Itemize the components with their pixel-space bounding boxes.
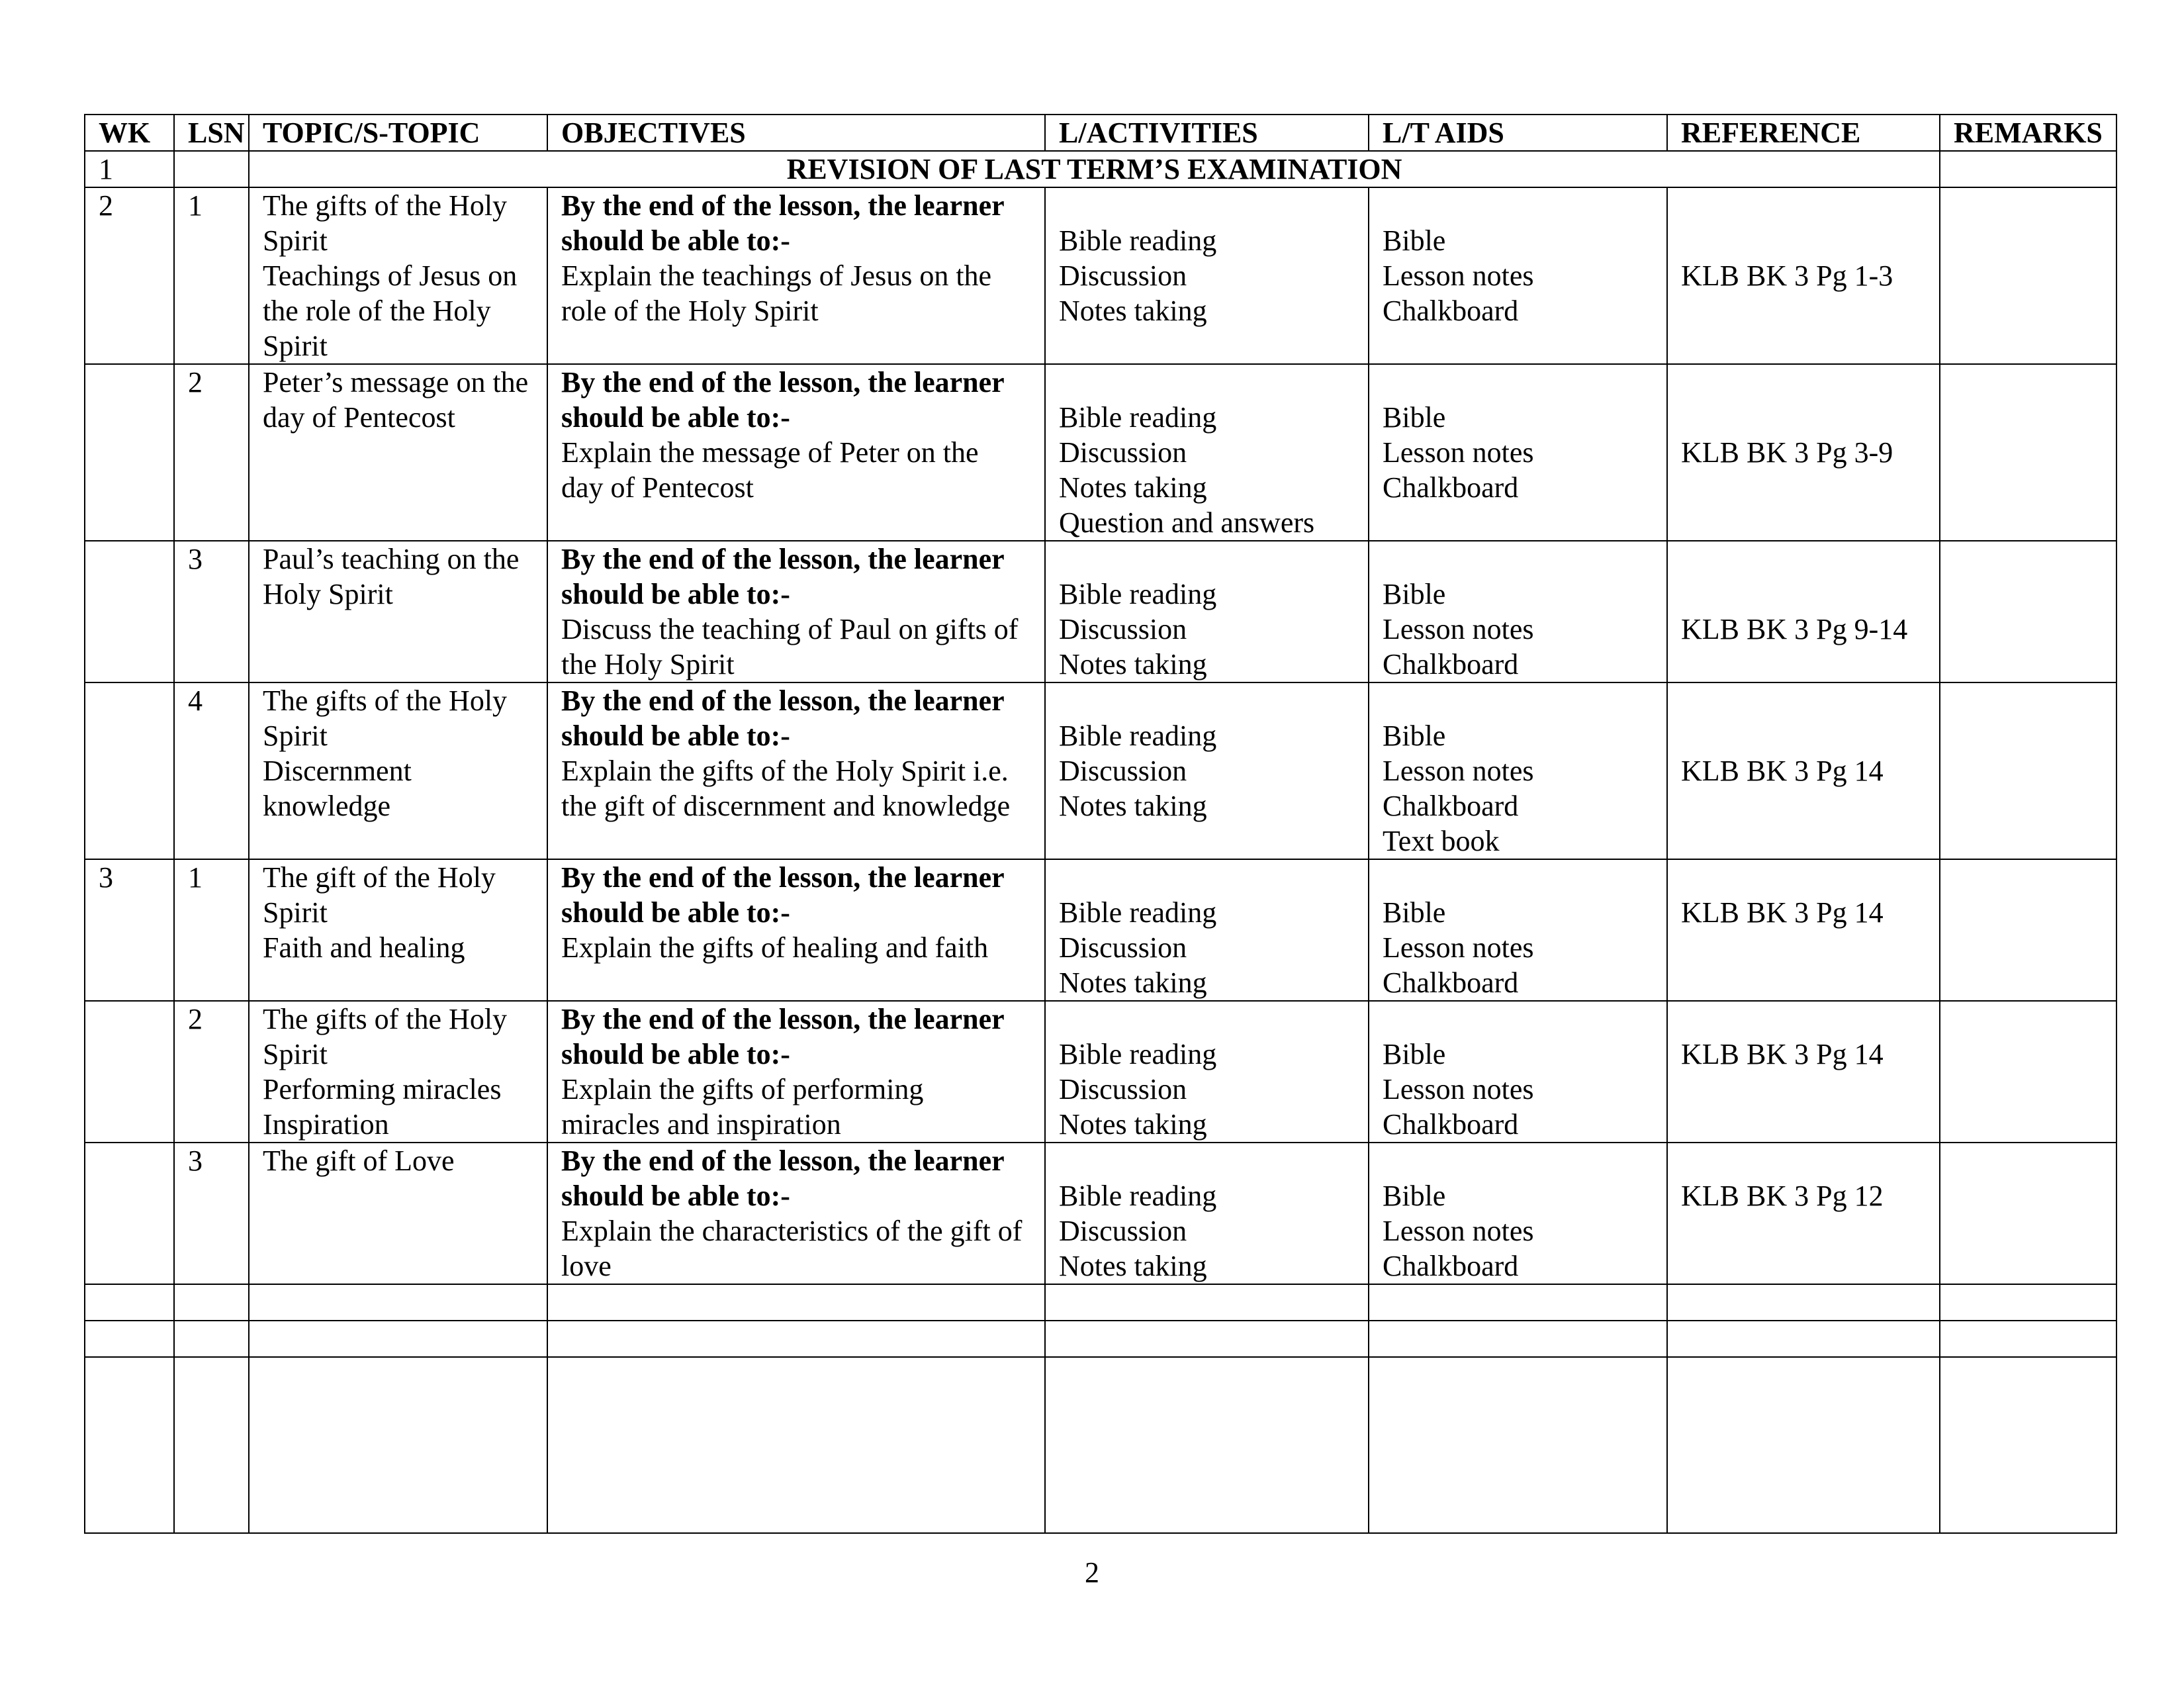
week-cell bbox=[85, 1143, 174, 1284]
activities-cell bbox=[1045, 682, 1369, 859]
aids-cell bbox=[1369, 1001, 1667, 1143]
aids-cell-line: Chalkboard bbox=[1383, 295, 1519, 327]
revision-row bbox=[85, 151, 2116, 187]
objective-heading: should be able to:- bbox=[561, 1038, 790, 1070]
header-topic: TOPIC/S-TOPIC bbox=[249, 115, 547, 151]
topic-cell-line: The gift of the Holy bbox=[263, 861, 496, 894]
remarks-cell bbox=[1940, 364, 2116, 541]
topic-cell-line: The gifts of the Holy bbox=[263, 684, 508, 717]
lesson-row bbox=[85, 1143, 2116, 1284]
objectives-cell bbox=[547, 187, 1045, 364]
objective-line: the Holy Spirit bbox=[561, 648, 735, 680]
activities-cell-line: Notes taking bbox=[1059, 790, 1207, 822]
blank-row bbox=[85, 1321, 2116, 1357]
blank-cell bbox=[1369, 1284, 1667, 1321]
lesson-row bbox=[85, 541, 2116, 682]
revision-wk: 1 bbox=[85, 151, 174, 187]
topic-cell bbox=[249, 682, 547, 859]
activities-cell bbox=[1045, 1001, 1369, 1143]
reference-cell bbox=[1667, 364, 1940, 541]
blank-cell bbox=[1940, 1357, 2116, 1533]
blank-cell bbox=[85, 1321, 174, 1357]
remarks-cell bbox=[1940, 859, 2116, 1001]
aids-cell-line: Lesson notes bbox=[1383, 1215, 1534, 1247]
aids-cell-line: Lesson notes bbox=[1383, 613, 1534, 645]
activities-cell-line: Question and answers bbox=[1059, 506, 1315, 539]
aids-cell-line: Lesson notes bbox=[1383, 1073, 1534, 1105]
blank-cell bbox=[1045, 1284, 1369, 1321]
blank-cell bbox=[1045, 1321, 1369, 1357]
activities-cell-line: Discussion bbox=[1059, 931, 1187, 964]
aids-cell-line: Bible bbox=[1383, 224, 1446, 257]
objectives-cell bbox=[547, 541, 1045, 682]
topic-cell-line: Spirit bbox=[263, 1038, 328, 1070]
header-lsn: LSN bbox=[174, 115, 249, 151]
activities-cell-line: Bible reading bbox=[1059, 578, 1217, 610]
activities-cell-line: Discussion bbox=[1059, 259, 1187, 292]
activities-cell-line: Bible reading bbox=[1059, 401, 1217, 434]
week-cell: 3 bbox=[85, 859, 174, 1001]
topic-cell bbox=[249, 187, 547, 364]
aids-cell bbox=[1369, 682, 1667, 859]
objective-heading: should be able to:- bbox=[561, 401, 790, 434]
blank-cell bbox=[174, 1284, 249, 1321]
objective-heading: By the end of the lesson, the learner bbox=[561, 189, 1005, 222]
objective-line: the gift of discernment and knowledge bbox=[561, 790, 1011, 822]
blank-row bbox=[85, 1357, 2116, 1533]
activities-cell-line: Discussion bbox=[1059, 1073, 1187, 1105]
objective-line: role of the Holy Spirit bbox=[561, 295, 819, 327]
activities-cell-line: Notes taking bbox=[1059, 648, 1207, 680]
aids-cell-line: Chalkboard bbox=[1383, 648, 1519, 680]
aids-cell-line: Chalkboard bbox=[1383, 1108, 1519, 1141]
objective-line: miracles and inspiration bbox=[561, 1108, 841, 1141]
header-wk: WK bbox=[85, 115, 174, 151]
activities-cell-line: Bible reading bbox=[1059, 896, 1217, 929]
topic-cell-line: The gifts of the Holy bbox=[263, 189, 508, 222]
reference-cell bbox=[1667, 1001, 1940, 1143]
header-reference: REFERENCE bbox=[1667, 115, 1940, 151]
header-aids: L/T AIDS bbox=[1369, 115, 1667, 151]
reference-text: KLB BK 3 Pg 14 bbox=[1681, 896, 1884, 929]
topic-cell-line: knowledge bbox=[263, 790, 391, 822]
lesson-row bbox=[85, 682, 2116, 859]
aids-cell-line: Chalkboard bbox=[1383, 1250, 1519, 1282]
remarks-cell bbox=[1940, 1001, 2116, 1143]
objective-line: Explain the teachings of Jesus on the bbox=[561, 259, 992, 292]
reference-text: KLB BK 3 Pg 14 bbox=[1681, 755, 1884, 787]
blank-cell bbox=[1667, 1284, 1940, 1321]
aids-cell-line: Text book bbox=[1383, 825, 1500, 857]
blank-cell bbox=[547, 1357, 1045, 1533]
objective-heading: By the end of the lesson, the learner bbox=[561, 861, 1005, 894]
lesson-number-cell: 2 bbox=[174, 364, 249, 541]
reference-text: KLB BK 3 Pg 9-14 bbox=[1681, 613, 1908, 645]
aids-cell-line: Chalkboard bbox=[1383, 966, 1519, 999]
objective-heading: should be able to:- bbox=[561, 1180, 790, 1212]
blank-cell bbox=[547, 1321, 1045, 1357]
objective-heading: should be able to:- bbox=[561, 578, 790, 610]
objectives-cell bbox=[547, 859, 1045, 1001]
activities-cell-line: Bible reading bbox=[1059, 224, 1217, 257]
blank-cell bbox=[249, 1284, 547, 1321]
remarks-cell bbox=[1940, 682, 2116, 859]
lesson-row bbox=[85, 364, 2116, 541]
topic-cell bbox=[249, 1001, 547, 1143]
activities-cell-line: Notes taking bbox=[1059, 471, 1207, 504]
aids-cell-line: Lesson notes bbox=[1383, 259, 1534, 292]
topic-cell bbox=[249, 859, 547, 1001]
activities-cell-line: Discussion bbox=[1059, 613, 1187, 645]
header-activities: L/ACTIVITIES bbox=[1045, 115, 1369, 151]
activities-cell bbox=[1045, 1143, 1369, 1284]
aids-cell-line: Lesson notes bbox=[1383, 931, 1534, 964]
lesson-number-cell: 3 bbox=[174, 1143, 249, 1284]
reference-text: KLB BK 3 Pg 14 bbox=[1681, 1038, 1884, 1070]
blank-cell bbox=[174, 1321, 249, 1357]
topic-cell-line: Performing miracles bbox=[263, 1073, 502, 1105]
blank-cell bbox=[85, 1357, 174, 1533]
aids-cell-line: Bible bbox=[1383, 1038, 1446, 1070]
blank-cell bbox=[1667, 1357, 1940, 1533]
reference-cell bbox=[1667, 187, 1940, 364]
remarks-cell bbox=[1940, 541, 2116, 682]
activities-cell-line: Notes taking bbox=[1059, 295, 1207, 327]
reference-cell bbox=[1667, 1143, 1940, 1284]
blank-cell bbox=[1045, 1357, 1369, 1533]
topic-cell-line: Faith and healing bbox=[263, 931, 465, 964]
topic-cell-line: Holy Spirit bbox=[263, 578, 393, 610]
objectives-cell bbox=[547, 364, 1045, 541]
topic-cell-line: Inspiration bbox=[263, 1108, 389, 1141]
topic-cell-line: Teachings of Jesus on bbox=[263, 259, 518, 292]
activities-cell bbox=[1045, 859, 1369, 1001]
lesson-number-cell: 4 bbox=[174, 682, 249, 859]
objective-heading: should be able to:- bbox=[561, 720, 790, 752]
blank-cell bbox=[1369, 1357, 1667, 1533]
aids-cell bbox=[1369, 1143, 1667, 1284]
blank-cell bbox=[1667, 1321, 1940, 1357]
topic-cell bbox=[249, 541, 547, 682]
activities-cell-line: Bible reading bbox=[1059, 720, 1217, 752]
topic-cell-line: Paul’s teaching on the bbox=[263, 543, 520, 575]
objective-heading: should be able to:- bbox=[561, 224, 790, 257]
week-cell bbox=[85, 364, 174, 541]
objective-heading: By the end of the lesson, the learner bbox=[561, 543, 1005, 575]
objective-line: Explain the characteristics of the gift of bbox=[561, 1215, 1023, 1247]
revision-title: REVISION OF LAST TERM’S EXAMINATION bbox=[249, 151, 1940, 187]
activities-cell-line: Bible reading bbox=[1059, 1180, 1217, 1212]
lesson-row bbox=[85, 859, 2116, 1001]
blank-cell bbox=[249, 1357, 547, 1533]
blank-cell bbox=[547, 1284, 1045, 1321]
lesson-row bbox=[85, 187, 2116, 364]
revision-lsn bbox=[174, 151, 249, 187]
lesson-number-cell: 1 bbox=[174, 859, 249, 1001]
activities-cell-line: Notes taking bbox=[1059, 1250, 1207, 1282]
aids-cell bbox=[1369, 541, 1667, 682]
lesson-number-cell: 1 bbox=[174, 187, 249, 364]
remarks-cell bbox=[1940, 187, 2116, 364]
objectives-cell bbox=[547, 1001, 1045, 1143]
reference-cell bbox=[1667, 682, 1940, 859]
lesson-number-cell: 3 bbox=[174, 541, 249, 682]
topic-cell-line: Discernment bbox=[263, 755, 412, 787]
topic-cell bbox=[249, 364, 547, 541]
aids-cell-line: Lesson notes bbox=[1383, 436, 1534, 469]
header-row bbox=[85, 115, 2116, 151]
aids-cell-line: Bible bbox=[1383, 1180, 1446, 1212]
reference-cell bbox=[1667, 541, 1940, 682]
objective-line: Explain the gifts of the Holy Spirit i.e. bbox=[561, 755, 1009, 787]
blank-cell bbox=[249, 1321, 547, 1357]
reference-text: KLB BK 3 Pg 3-9 bbox=[1681, 436, 1893, 469]
header-objectives: OBJECTIVES bbox=[547, 115, 1045, 151]
blank-cell bbox=[174, 1357, 249, 1533]
activities-cell bbox=[1045, 364, 1369, 541]
activities-cell-line: Notes taking bbox=[1059, 966, 1207, 999]
blank-cell bbox=[1940, 1321, 2116, 1357]
activities-cell-line: Discussion bbox=[1059, 755, 1187, 787]
reference-text: KLB BK 3 Pg 12 bbox=[1681, 1180, 1884, 1212]
page-number: 2 bbox=[1085, 1556, 1099, 1589]
topic-cell-line: Spirit bbox=[263, 720, 328, 752]
lesson-number-cell: 2 bbox=[174, 1001, 249, 1143]
header-remarks: REMARKS bbox=[1940, 115, 2116, 151]
topic-cell-line: the role of the Holy bbox=[263, 295, 491, 327]
aids-cell-line: Bible bbox=[1383, 578, 1446, 610]
blank-row bbox=[85, 1284, 2116, 1321]
objective-line: Discuss the teaching of Paul on gifts of bbox=[561, 613, 1019, 645]
blank-cell bbox=[1369, 1321, 1667, 1357]
aids-cell-line: Chalkboard bbox=[1383, 790, 1519, 822]
activities-cell bbox=[1045, 541, 1369, 682]
topic-cell-line: The gifts of the Holy bbox=[263, 1003, 508, 1035]
activities-cell-line: Discussion bbox=[1059, 1215, 1187, 1247]
week-cell bbox=[85, 541, 174, 682]
activities-cell-line: Discussion bbox=[1059, 436, 1187, 469]
topic-cell-line: day of Pentecost bbox=[263, 401, 455, 434]
aids-cell-line: Chalkboard bbox=[1383, 471, 1519, 504]
blank-cell bbox=[1940, 1284, 2116, 1321]
topic-cell-line: Spirit bbox=[263, 896, 328, 929]
topic-cell-line: Peter’s message on the bbox=[263, 366, 529, 399]
remarks-cell bbox=[1940, 1143, 2116, 1284]
objective-line: day of Pentecost bbox=[561, 471, 754, 504]
objective-heading: By the end of the lesson, the learner bbox=[561, 1145, 1005, 1177]
topic-cell-line: Spirit bbox=[263, 330, 328, 362]
objective-line: love bbox=[561, 1250, 612, 1282]
blank-cell bbox=[85, 1284, 174, 1321]
aids-cell bbox=[1369, 859, 1667, 1001]
aids-cell-line: Bible bbox=[1383, 401, 1446, 434]
aids-cell-line: Bible bbox=[1383, 720, 1446, 752]
lesson-row bbox=[85, 1001, 2116, 1143]
scheme-of-work-table bbox=[84, 114, 2117, 1534]
topic-cell-line: Spirit bbox=[263, 224, 328, 257]
objectives-cell bbox=[547, 682, 1045, 859]
aids-cell-line: Bible bbox=[1383, 896, 1446, 929]
week-cell bbox=[85, 682, 174, 859]
reference-text: KLB BK 3 Pg 1-3 bbox=[1681, 259, 1893, 292]
objective-line: Explain the message of Peter on the bbox=[561, 436, 979, 469]
week-cell: 2 bbox=[85, 187, 174, 364]
reference-cell bbox=[1667, 859, 1940, 1001]
aids-cell-line: Lesson notes bbox=[1383, 755, 1534, 787]
objective-heading: By the end of the lesson, the learner bbox=[561, 366, 1005, 399]
objective-line: Explain the gifts of performing bbox=[561, 1073, 924, 1105]
objective-heading: should be able to:- bbox=[561, 896, 790, 929]
week-cell bbox=[85, 1001, 174, 1143]
topic-cell bbox=[249, 1143, 547, 1284]
activities-cell-line: Bible reading bbox=[1059, 1038, 1217, 1070]
activities-cell bbox=[1045, 187, 1369, 364]
objectives-cell bbox=[547, 1143, 1045, 1284]
topic-cell-line: The gift of Love bbox=[263, 1145, 455, 1177]
revision-remarks bbox=[1940, 151, 2116, 187]
objective-heading: By the end of the lesson, the learner bbox=[561, 1003, 1005, 1035]
activities-cell-line: Notes taking bbox=[1059, 1108, 1207, 1141]
aids-cell bbox=[1369, 364, 1667, 541]
aids-cell bbox=[1369, 187, 1667, 364]
objective-heading: By the end of the lesson, the learner bbox=[561, 684, 1005, 717]
objective-line: Explain the gifts of healing and faith bbox=[561, 931, 989, 964]
